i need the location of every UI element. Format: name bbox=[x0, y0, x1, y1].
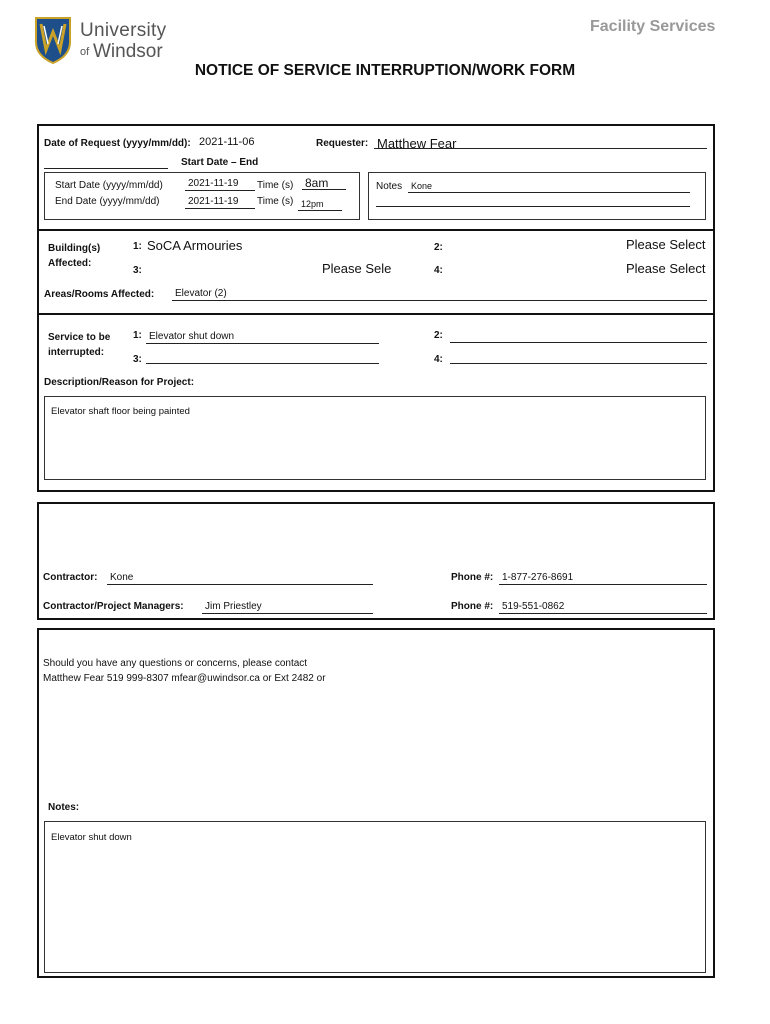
description-label: Description/Reason for Project: bbox=[44, 377, 195, 388]
service-1-value[interactable]: Elevator shut down bbox=[146, 331, 379, 344]
building-3-num: 3: bbox=[133, 265, 142, 276]
logo-windsor: Windsor bbox=[93, 41, 163, 62]
areas-value[interactable]: Elevator (2) bbox=[172, 288, 707, 301]
start-end-label: Start Date – End bbox=[181, 157, 259, 168]
end-date-value[interactable]: 2021-11-19 bbox=[185, 196, 255, 209]
service-4-num: 4: bbox=[434, 354, 443, 365]
contractor-label: Contractor: bbox=[43, 572, 98, 583]
contact-line-2: Matthew Fear 519 999-8307 mfear@uwindsor.ca or Ext 2482 or bbox=[43, 673, 326, 684]
end-time-label: Time (s) bbox=[257, 196, 294, 207]
logo-of: of bbox=[80, 46, 90, 58]
requester-label: Requester: bbox=[316, 138, 369, 149]
phone-value[interactable]: 1-877-276-8691 bbox=[499, 572, 707, 585]
requester-value[interactable]: Matthew Fear bbox=[377, 136, 457, 151]
service-2-num: 2: bbox=[434, 330, 443, 341]
building-4-num: 4: bbox=[434, 265, 443, 276]
date-of-request-value[interactable]: 2021-11-06 bbox=[199, 136, 255, 148]
service-label-2: interrupted: bbox=[48, 347, 105, 358]
building-2-num: 2: bbox=[434, 242, 443, 253]
section-divider-2 bbox=[37, 313, 715, 315]
university-logo bbox=[34, 16, 174, 68]
service-3-num: 3: bbox=[133, 354, 142, 365]
section-divider bbox=[37, 229, 715, 231]
notes-value[interactable]: Kone bbox=[408, 180, 690, 193]
start-time-label: Time (s) bbox=[257, 180, 294, 191]
department-name: Facility Services bbox=[590, 18, 716, 35]
building-2-select[interactable]: Please Select bbox=[626, 237, 706, 252]
building-3-select[interactable]: Please Sele bbox=[322, 261, 392, 276]
phone-label: Phone #: bbox=[451, 572, 494, 583]
pm-phone-label: Phone #: bbox=[451, 601, 494, 612]
date-of-request-label: Date of Request (yyyy/mm/dd): bbox=[44, 138, 191, 149]
description-value: Elevator shaft floor being painted bbox=[51, 406, 190, 417]
start-time-value[interactable]: 8am bbox=[302, 177, 346, 190]
notes-section-value: Elevator shut down bbox=[51, 832, 132, 843]
project-manager-value[interactable]: Jim Priestley bbox=[202, 601, 373, 614]
project-manager-label: Contractor/Project Managers: bbox=[43, 601, 184, 612]
notes-line-2 bbox=[376, 206, 690, 207]
contractor-value[interactable]: Kone bbox=[107, 572, 373, 585]
blank-underline bbox=[44, 168, 168, 169]
service-2-value[interactable] bbox=[450, 331, 707, 343]
buildings-label-2: Affected: bbox=[48, 258, 92, 269]
buildings-label: Building(s) bbox=[48, 243, 101, 254]
end-date-label: End Date (yyyy/mm/dd) bbox=[55, 196, 160, 207]
start-date-value[interactable]: 2021-11-19 bbox=[185, 178, 255, 191]
form-title: NOTICE OF SERVICE INTERRUPTION/WORK FORM bbox=[194, 62, 576, 79]
building-1-num: 1: bbox=[133, 241, 142, 252]
shield-icon bbox=[34, 16, 72, 64]
contact-line-1: Should you have any questions or concerns, please contact bbox=[43, 658, 308, 669]
notes-section-box[interactable] bbox=[44, 821, 706, 973]
service-4-value[interactable] bbox=[450, 352, 707, 364]
building-4-select[interactable]: Please Select bbox=[626, 261, 706, 276]
pm-phone-value[interactable]: 519-551-0862 bbox=[499, 601, 707, 614]
service-3-value[interactable] bbox=[146, 352, 379, 364]
building-1-select[interactable]: SoCA Armouries bbox=[147, 238, 243, 253]
logo-university: University bbox=[80, 20, 167, 41]
service-label: Service to be bbox=[48, 332, 111, 343]
notes-section-label: Notes: bbox=[48, 802, 80, 813]
end-time-value[interactable]: 12pm bbox=[298, 198, 342, 211]
start-date-label: Start Date (yyyy/mm/dd) bbox=[55, 180, 163, 191]
notes-label: Notes bbox=[376, 181, 403, 192]
service-1-num: 1: bbox=[133, 330, 142, 341]
areas-label: Areas/Rooms Affected: bbox=[44, 289, 155, 300]
